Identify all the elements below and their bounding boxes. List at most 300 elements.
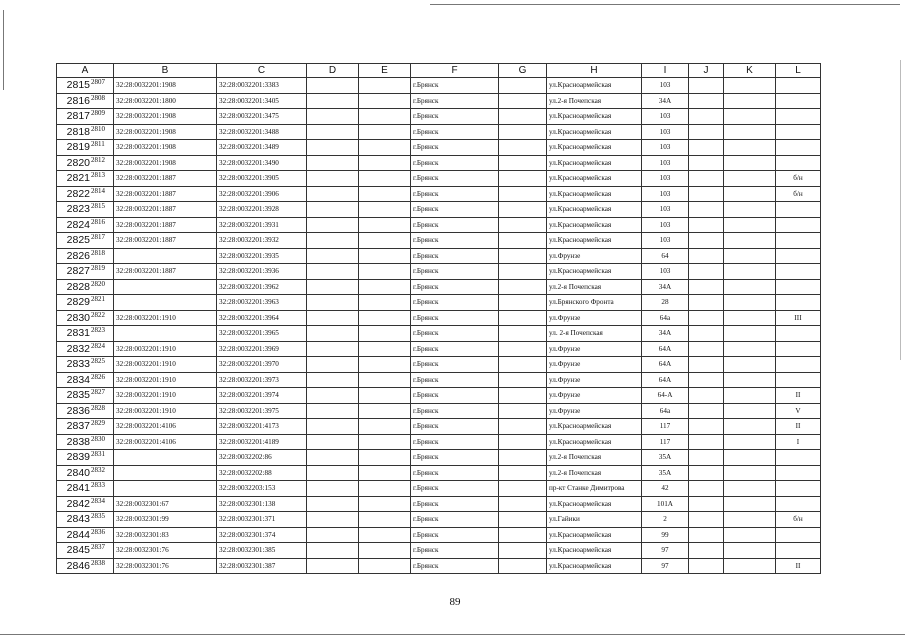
cell-h[interactable]: ул.Красноармейская (547, 186, 642, 202)
cell-f[interactable]: г.Брянск (411, 186, 499, 202)
cell-h[interactable]: ул.Красноармейская (547, 155, 642, 171)
cell-c[interactable]: 32:28:0032201:3974 (217, 388, 307, 404)
cell-f[interactable]: г.Брянск (411, 78, 499, 94)
cell-k[interactable] (724, 326, 776, 342)
cell-j[interactable] (689, 248, 724, 264)
cell-h[interactable]: ул.Красноармейская (547, 496, 642, 512)
cell-k[interactable] (724, 496, 776, 512)
cell-i[interactable]: 64А (642, 357, 689, 373)
cell-h[interactable]: ул.2-я Почепская (547, 93, 642, 109)
cell-e[interactable] (359, 155, 411, 171)
cell-k[interactable] (724, 527, 776, 543)
cell-h[interactable]: ул.Красноармейская (547, 78, 642, 94)
cell-d[interactable] (307, 295, 359, 311)
cell-h[interactable]: ул.Красноармейская (547, 264, 642, 280)
cell-b[interactable] (114, 248, 217, 264)
column-header-c[interactable]: C (217, 64, 307, 78)
cell-e[interactable] (359, 248, 411, 264)
cell-f[interactable]: г.Брянск (411, 109, 499, 125)
cell-b[interactable] (114, 295, 217, 311)
cell-c[interactable]: 32:28:0032201:3963 (217, 295, 307, 311)
cell-c[interactable]: 32:28:0032201:4173 (217, 419, 307, 435)
cell-f[interactable]: г.Брянск (411, 496, 499, 512)
cell-i[interactable]: 34А (642, 93, 689, 109)
cell-a[interactable] (57, 434, 114, 450)
cell-c[interactable]: 32:28:0032201:3928 (217, 202, 307, 218)
cell-c[interactable]: 32:28:0032301:374 (217, 527, 307, 543)
cell-a[interactable] (57, 264, 114, 280)
cell-j[interactable] (689, 341, 724, 357)
cell-a[interactable] (57, 217, 114, 233)
cell-e[interactable] (359, 217, 411, 233)
cell-h[interactable]: ул.Фрунзе (547, 403, 642, 419)
cell-l[interactable] (776, 279, 821, 295)
cell-k[interactable] (724, 171, 776, 187)
cell-b[interactable]: 32:28:0032201:1908 (114, 140, 217, 156)
cell-f[interactable]: г.Брянск (411, 264, 499, 280)
cell-a[interactable] (57, 403, 114, 419)
cell-i[interactable]: 103 (642, 233, 689, 249)
cell-a[interactable] (57, 341, 114, 357)
cell-d[interactable] (307, 527, 359, 543)
cell-l[interactable]: V (776, 403, 821, 419)
cell-j[interactable] (689, 357, 724, 373)
cell-j[interactable] (689, 186, 724, 202)
cell-a[interactable] (57, 481, 114, 497)
cell-e[interactable] (359, 372, 411, 388)
cell-j[interactable] (689, 140, 724, 156)
cell-i[interactable]: 103 (642, 78, 689, 94)
cell-i[interactable]: 34А (642, 279, 689, 295)
cell-k[interactable] (724, 419, 776, 435)
cell-j[interactable] (689, 93, 724, 109)
cell-j[interactable] (689, 388, 724, 404)
cell-b[interactable]: 32:28:0032201:1887 (114, 186, 217, 202)
cell-a[interactable] (57, 357, 114, 373)
cell-h[interactable]: ул.Красноармейская (547, 140, 642, 156)
cell-g[interactable] (499, 78, 547, 94)
cell-h[interactable]: ул.Красноармейская (547, 543, 642, 559)
cell-c[interactable]: 32:28:0032201:3489 (217, 140, 307, 156)
cell-b[interactable]: 32:28:0032201:1910 (114, 403, 217, 419)
cell-h[interactable]: ул.Красноармейская (547, 124, 642, 140)
column-header-j[interactable]: J (689, 64, 724, 78)
cell-d[interactable] (307, 202, 359, 218)
cell-f[interactable]: г.Брянск (411, 434, 499, 450)
cell-i[interactable]: 103 (642, 171, 689, 187)
cell-i[interactable]: 103 (642, 264, 689, 280)
cell-a[interactable] (57, 155, 114, 171)
cell-d[interactable] (307, 310, 359, 326)
cell-b[interactable]: 32:28:0032201:1908 (114, 78, 217, 94)
cell-l[interactable] (776, 248, 821, 264)
cell-k[interactable] (724, 512, 776, 528)
cell-g[interactable] (499, 93, 547, 109)
cell-g[interactable] (499, 558, 547, 574)
cell-d[interactable] (307, 419, 359, 435)
column-header-l[interactable]: L (776, 64, 821, 78)
cell-k[interactable] (724, 372, 776, 388)
cell-c[interactable]: 32:28:0032301:138 (217, 496, 307, 512)
cell-b[interactable]: 32:28:0032301:76 (114, 543, 217, 559)
cell-c[interactable]: 32:28:0032201:3936 (217, 264, 307, 280)
cell-e[interactable] (359, 109, 411, 125)
cell-h[interactable]: ул.Фрунзе (547, 341, 642, 357)
cell-f[interactable]: г.Брянск (411, 217, 499, 233)
cell-a[interactable] (57, 310, 114, 326)
cell-k[interactable] (724, 388, 776, 404)
cell-k[interactable] (724, 357, 776, 373)
cell-b[interactable] (114, 465, 217, 481)
cell-h[interactable]: ул.Красноармейская (547, 527, 642, 543)
cell-d[interactable] (307, 388, 359, 404)
cell-d[interactable] (307, 512, 359, 528)
cell-h[interactable]: ул.Красноармейская (547, 217, 642, 233)
cell-g[interactable] (499, 465, 547, 481)
cell-f[interactable]: г.Брянск (411, 465, 499, 481)
cell-g[interactable] (499, 233, 547, 249)
cell-a[interactable] (57, 527, 114, 543)
cell-f[interactable]: г.Брянск (411, 279, 499, 295)
cell-i[interactable]: 35А (642, 465, 689, 481)
cell-b[interactable]: 32:28:0032201:4106 (114, 434, 217, 450)
cell-d[interactable] (307, 78, 359, 94)
cell-l[interactable]: I (776, 434, 821, 450)
cell-l[interactable] (776, 496, 821, 512)
cell-e[interactable] (359, 202, 411, 218)
cell-l[interactable] (776, 450, 821, 466)
cell-j[interactable] (689, 481, 724, 497)
cell-k[interactable] (724, 186, 776, 202)
column-header-d[interactable]: D (307, 64, 359, 78)
cell-e[interactable] (359, 93, 411, 109)
cell-k[interactable] (724, 248, 776, 264)
cell-b[interactable] (114, 326, 217, 342)
cell-c[interactable]: 32:28:0032201:3905 (217, 171, 307, 187)
cell-a[interactable] (57, 186, 114, 202)
cell-i[interactable]: 64А (642, 341, 689, 357)
cell-d[interactable] (307, 217, 359, 233)
cell-c[interactable]: 32:28:0032201:3932 (217, 233, 307, 249)
cell-h[interactable]: ул.Гайики (547, 512, 642, 528)
cell-f[interactable]: г.Брянск (411, 248, 499, 264)
cell-e[interactable] (359, 341, 411, 357)
cell-b[interactable]: 32:28:0032301:76 (114, 558, 217, 574)
cell-j[interactable] (689, 434, 724, 450)
cell-a[interactable] (57, 93, 114, 109)
cell-d[interactable] (307, 434, 359, 450)
cell-c[interactable]: 32:28:0032201:3490 (217, 155, 307, 171)
cell-k[interactable] (724, 93, 776, 109)
cell-h[interactable]: ул.Красноармейская (547, 171, 642, 187)
cell-k[interactable] (724, 264, 776, 280)
cell-c[interactable]: 32:28:0032202:86 (217, 450, 307, 466)
cell-d[interactable] (307, 357, 359, 373)
cell-i[interactable]: 103 (642, 217, 689, 233)
cell-c[interactable]: 32:28:0032201:3475 (217, 109, 307, 125)
cell-c[interactable]: 32:28:0032201:3488 (217, 124, 307, 140)
cell-b[interactable]: 32:28:0032201:1910 (114, 372, 217, 388)
cell-i[interactable]: 97 (642, 558, 689, 574)
cell-f[interactable]: г.Брянск (411, 403, 499, 419)
cell-j[interactable] (689, 310, 724, 326)
cell-l[interactable] (776, 124, 821, 140)
cell-i[interactable]: 99 (642, 527, 689, 543)
cell-h[interactable]: пр-кт Станке Димитрова (547, 481, 642, 497)
cell-d[interactable] (307, 543, 359, 559)
cell-j[interactable] (689, 496, 724, 512)
cell-i[interactable]: 103 (642, 140, 689, 156)
cell-e[interactable] (359, 543, 411, 559)
cell-e[interactable] (359, 465, 411, 481)
cell-g[interactable] (499, 341, 547, 357)
cell-b[interactable]: 32:28:0032201:1908 (114, 124, 217, 140)
cell-f[interactable]: г.Брянск (411, 155, 499, 171)
cell-c[interactable]: 32:28:0032201:3975 (217, 403, 307, 419)
cell-h[interactable]: ул.Красноармейская (547, 109, 642, 125)
cell-i[interactable]: 35А (642, 450, 689, 466)
cell-g[interactable] (499, 155, 547, 171)
column-header-a[interactable]: A (57, 64, 114, 78)
cell-l[interactable] (776, 140, 821, 156)
cell-e[interactable] (359, 558, 411, 574)
cell-g[interactable] (499, 527, 547, 543)
cell-j[interactable] (689, 124, 724, 140)
cell-l[interactable] (776, 155, 821, 171)
cell-a[interactable] (57, 109, 114, 125)
cell-b[interactable] (114, 279, 217, 295)
cell-i[interactable]: 34А (642, 326, 689, 342)
cell-g[interactable] (499, 434, 547, 450)
cell-j[interactable] (689, 450, 724, 466)
cell-j[interactable] (689, 527, 724, 543)
cell-d[interactable] (307, 140, 359, 156)
column-header-f[interactable]: F (411, 64, 499, 78)
cell-c[interactable]: 32:28:0032201:3935 (217, 248, 307, 264)
cell-i[interactable]: 103 (642, 124, 689, 140)
cell-c[interactable]: 32:28:0032201:3970 (217, 357, 307, 373)
cell-i[interactable]: 42 (642, 481, 689, 497)
cell-l[interactable]: II (776, 419, 821, 435)
cell-c[interactable]: 32:28:0032301:371 (217, 512, 307, 528)
cell-h[interactable]: ул.Брянского Фронта (547, 295, 642, 311)
cell-d[interactable] (307, 481, 359, 497)
cell-k[interactable] (724, 233, 776, 249)
cell-e[interactable] (359, 388, 411, 404)
cell-i[interactable]: 28 (642, 295, 689, 311)
cell-e[interactable] (359, 326, 411, 342)
cell-b[interactable]: 32:28:0032201:1887 (114, 233, 217, 249)
cell-j[interactable] (689, 155, 724, 171)
cell-l[interactable] (776, 527, 821, 543)
cell-f[interactable]: г.Брянск (411, 527, 499, 543)
cell-b[interactable]: 32:28:0032301:83 (114, 527, 217, 543)
cell-i[interactable]: 101А (642, 496, 689, 512)
cell-d[interactable] (307, 279, 359, 295)
cell-k[interactable] (724, 481, 776, 497)
cell-f[interactable]: г.Брянск (411, 450, 499, 466)
cell-g[interactable] (499, 171, 547, 187)
cell-d[interactable] (307, 155, 359, 171)
cell-e[interactable] (359, 403, 411, 419)
cell-d[interactable] (307, 465, 359, 481)
cell-f[interactable]: г.Брянск (411, 233, 499, 249)
cell-g[interactable] (499, 419, 547, 435)
cell-a[interactable] (57, 543, 114, 559)
cell-a[interactable] (57, 124, 114, 140)
cell-h[interactable]: ул. 2-я Почепская (547, 326, 642, 342)
cell-l[interactable] (776, 233, 821, 249)
cell-k[interactable] (724, 403, 776, 419)
cell-a[interactable] (57, 233, 114, 249)
cell-f[interactable]: г.Брянск (411, 388, 499, 404)
column-header-g[interactable]: G (499, 64, 547, 78)
cell-a[interactable] (57, 450, 114, 466)
cell-l[interactable]: б/н (776, 512, 821, 528)
cell-h[interactable]: ул.Фрунзе (547, 388, 642, 404)
cell-i[interactable]: 97 (642, 543, 689, 559)
cell-b[interactable] (114, 450, 217, 466)
cell-i[interactable]: 103 (642, 109, 689, 125)
cell-h[interactable]: ул.Красноармейская (547, 233, 642, 249)
cell-e[interactable] (359, 450, 411, 466)
cell-b[interactable]: 32:28:0032201:1887 (114, 264, 217, 280)
cell-c[interactable]: 32:28:0032201:3906 (217, 186, 307, 202)
cell-j[interactable] (689, 465, 724, 481)
cell-d[interactable] (307, 450, 359, 466)
cell-d[interactable] (307, 558, 359, 574)
cell-l[interactable] (776, 465, 821, 481)
cell-g[interactable] (499, 109, 547, 125)
cell-i[interactable]: 103 (642, 155, 689, 171)
cell-g[interactable] (499, 403, 547, 419)
cell-l[interactable] (776, 372, 821, 388)
column-header-h[interactable]: H (547, 64, 642, 78)
cell-e[interactable] (359, 186, 411, 202)
cell-f[interactable]: г.Брянск (411, 171, 499, 187)
cell-a[interactable] (57, 388, 114, 404)
cell-l[interactable] (776, 217, 821, 233)
cell-j[interactable] (689, 202, 724, 218)
cell-a[interactable] (57, 558, 114, 574)
cell-d[interactable] (307, 93, 359, 109)
cell-b[interactable]: 32:28:0032201:1908 (114, 109, 217, 125)
cell-b[interactable]: 32:28:0032201:1910 (114, 310, 217, 326)
cell-h[interactable]: ул.Красноармейская (547, 434, 642, 450)
cell-k[interactable] (724, 78, 776, 94)
cell-b[interactable]: 32:28:0032201:1887 (114, 171, 217, 187)
cell-c[interactable]: 32:28:0032201:3931 (217, 217, 307, 233)
cell-l[interactable] (776, 78, 821, 94)
cell-g[interactable] (499, 186, 547, 202)
cell-e[interactable] (359, 279, 411, 295)
cell-e[interactable] (359, 481, 411, 497)
cell-g[interactable] (499, 496, 547, 512)
cell-g[interactable] (499, 326, 547, 342)
cell-j[interactable] (689, 326, 724, 342)
cell-b[interactable]: 32:28:0032301:99 (114, 512, 217, 528)
cell-h[interactable]: ул.Красноармейская (547, 419, 642, 435)
cell-i[interactable]: 64а (642, 403, 689, 419)
cell-j[interactable] (689, 264, 724, 280)
cell-j[interactable] (689, 419, 724, 435)
cell-j[interactable] (689, 512, 724, 528)
cell-g[interactable] (499, 124, 547, 140)
cell-g[interactable] (499, 481, 547, 497)
cell-l[interactable] (776, 93, 821, 109)
cell-d[interactable] (307, 372, 359, 388)
cell-d[interactable] (307, 341, 359, 357)
cell-k[interactable] (724, 279, 776, 295)
cell-e[interactable] (359, 171, 411, 187)
cell-c[interactable]: 32:28:0032201:3405 (217, 93, 307, 109)
cell-a[interactable] (57, 140, 114, 156)
cell-l[interactable] (776, 481, 821, 497)
cell-i[interactable]: 64-А (642, 388, 689, 404)
cell-g[interactable] (499, 512, 547, 528)
cell-i[interactable]: 64 (642, 248, 689, 264)
cell-b[interactable]: 32:28:0032201:1887 (114, 217, 217, 233)
cell-c[interactable]: 32:28:0032201:4189 (217, 434, 307, 450)
cell-d[interactable] (307, 496, 359, 512)
cell-c[interactable]: 32:28:0032201:3964 (217, 310, 307, 326)
cell-d[interactable] (307, 248, 359, 264)
cell-k[interactable] (724, 155, 776, 171)
cell-d[interactable] (307, 124, 359, 140)
cell-h[interactable]: ул.Фрунзе (547, 248, 642, 264)
cell-k[interactable] (724, 558, 776, 574)
cell-i[interactable]: 64а (642, 310, 689, 326)
cell-d[interactable] (307, 109, 359, 125)
cell-c[interactable]: 32:28:0032201:3383 (217, 78, 307, 94)
cell-e[interactable] (359, 295, 411, 311)
cell-k[interactable] (724, 140, 776, 156)
cell-a[interactable] (57, 171, 114, 187)
cell-f[interactable]: г.Брянск (411, 93, 499, 109)
cell-a[interactable] (57, 78, 114, 94)
cell-a[interactable] (57, 202, 114, 218)
cell-f[interactable]: г.Брянск (411, 310, 499, 326)
cell-e[interactable] (359, 419, 411, 435)
cell-b[interactable]: 32:28:0032201:1910 (114, 388, 217, 404)
cell-i[interactable]: 103 (642, 202, 689, 218)
column-header-e[interactable]: E (359, 64, 411, 78)
cell-k[interactable] (724, 202, 776, 218)
cell-c[interactable]: 32:28:0032203:153 (217, 481, 307, 497)
cell-e[interactable] (359, 264, 411, 280)
cell-h[interactable]: ул.Фрунзе (547, 357, 642, 373)
cell-j[interactable] (689, 109, 724, 125)
cell-l[interactable]: II (776, 388, 821, 404)
cell-l[interactable] (776, 543, 821, 559)
cell-i[interactable]: 103 (642, 186, 689, 202)
cell-e[interactable] (359, 357, 411, 373)
cell-d[interactable] (307, 326, 359, 342)
cell-f[interactable]: г.Брянск (411, 140, 499, 156)
cell-i[interactable]: 117 (642, 419, 689, 435)
cell-i[interactable]: 64А (642, 372, 689, 388)
cell-a[interactable] (57, 372, 114, 388)
cell-l[interactable] (776, 341, 821, 357)
cell-j[interactable] (689, 558, 724, 574)
cell-e[interactable] (359, 124, 411, 140)
cell-k[interactable] (724, 295, 776, 311)
cell-j[interactable] (689, 78, 724, 94)
cell-a[interactable] (57, 248, 114, 264)
cell-e[interactable] (359, 527, 411, 543)
cell-k[interactable] (724, 341, 776, 357)
cell-j[interactable] (689, 403, 724, 419)
